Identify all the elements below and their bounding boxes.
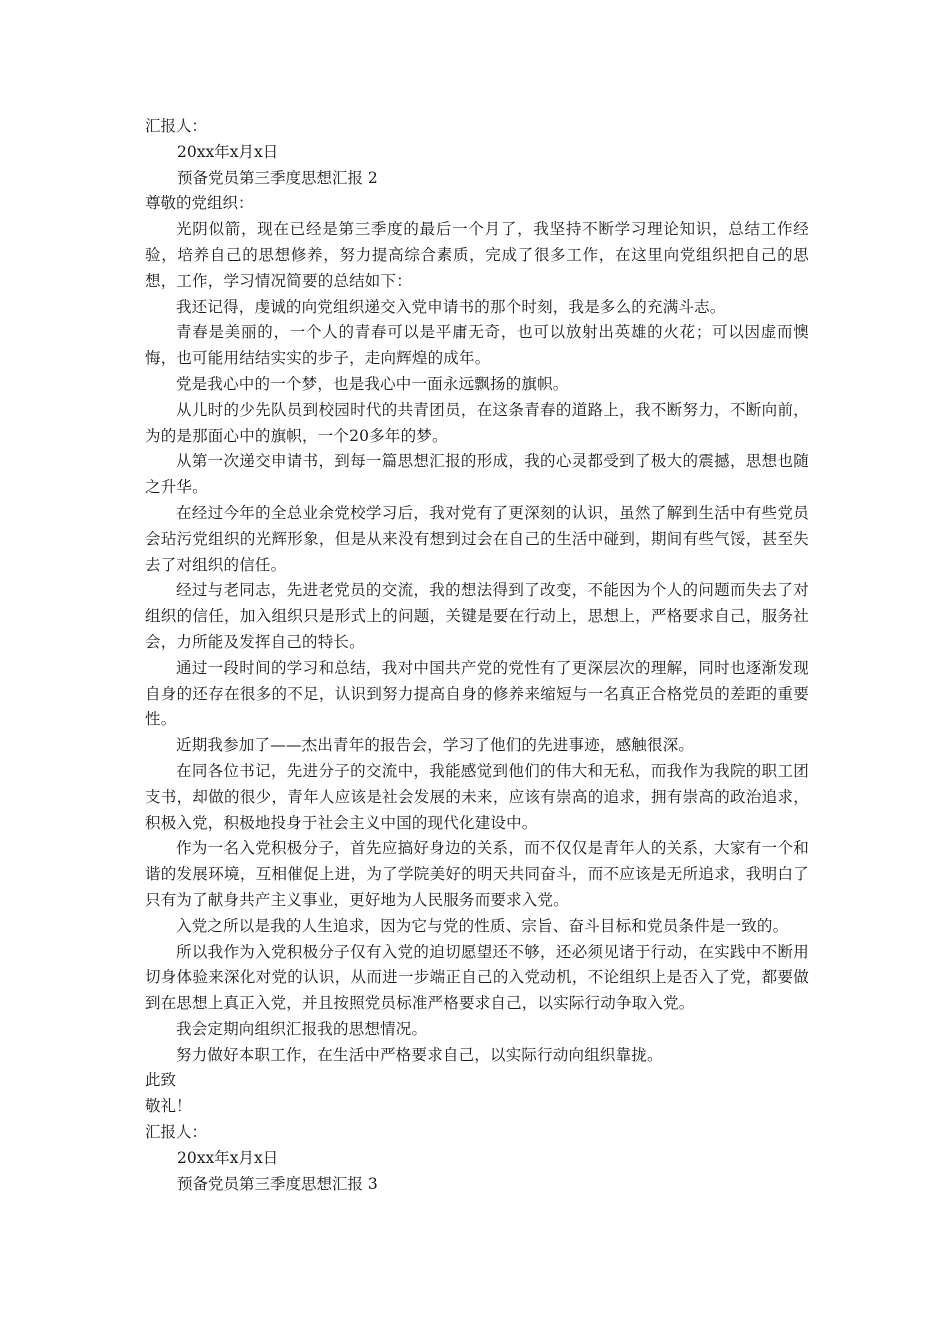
body-paragraph: 我还记得，虔诚的向党组织递交入党申请书的那个时刻，我是多么的充满斗志。 xyxy=(176,297,726,316)
report-date: 20xx年x月x日 xyxy=(177,1148,279,1167)
body-paragraph: 近期我参加了——杰出青年的报告会，学习了他们的先进事迹，感触很深。 xyxy=(176,736,695,755)
body-paragraph: 入党之所以是我的人生追求，因为它与党的性质、宗旨、奋斗目标和党员条件是一致的。 xyxy=(176,916,789,935)
reporter-label: 汇报人： xyxy=(145,1123,208,1142)
body-paragraph: 作为一名入党积极分子，首先应搞好身边的关系，而不仅仅是青年人的关系，大家有一个和谐的发展环境，互相催促上进，为了学院美好的明天共同奋斗，而不应该是无所追求，我明白了只有为了献身共产主义事业，更好地为人民服务而要求入党。 xyxy=(145,839,809,909)
body-paragraph: 通过一段时间的学习和总结，我对中国共产党的党性有了更深层次的理解，同时也逐渐发现自身的还存在很多的不足，认识到努力提高自身的修养来缩短与一名真正合格党员的差距的重要性。 xyxy=(145,658,809,729)
closing-line: 此致 xyxy=(145,1071,177,1090)
body-paragraph: 光阴似箭，现在已经是第三季度的最后一个月了，我坚持不断学习理论知识，总结工作经验，培养自己的思想修养，努力提高综合素质，完成了很多工作，在这里向党组织把自己的思想，工作，学习情况简要的总结如下： xyxy=(145,220,809,290)
body-paragraph: 经过与老同志，先进老党员的交流，我的想法得到了改变，不能因为个人的问题而失去了对组织的信任，加入组织只是形式上的问题，关键是要在行动上，思想上，严格要求自己，服务社会，力所能及发挥自己的特长。 xyxy=(145,581,809,651)
body-paragraph: 从第一次递交申请书，到每一篇思想汇报的形成，我的心灵都受到了极大的震撼，思想也随之升华。 xyxy=(145,452,809,497)
body-paragraph: 青春是美丽的，一个人的青春可以是平庸无奇，也可以放射出英雄的火花；可以因虚而懊悔，也可能用结结实实的步子，走向辉煌的成年。 xyxy=(145,323,809,368)
body-paragraph: 党是我心中的一个梦，也是我心中一面永远飘扬的旗帜。 xyxy=(176,374,569,393)
salutation: 尊敬的党组织： xyxy=(145,194,254,213)
closing-salute: 敬礼！ xyxy=(145,1097,192,1116)
section-title: 预备党员第三季度思想汇报 3 xyxy=(177,1174,378,1193)
body-paragraph: 我会定期向组织汇报我的思想情况。 xyxy=(176,1019,428,1038)
body-paragraph: 所以我作为入党积极分子仅有入党的迫切愿望还不够，还必须见诸于行动，在实践中不断用切身体验来深化对党的认识，从而进一步端正自己的入党动机，不论组织上是否入了党，都要做到在思想上真正入党，并且按照党员标准严格要求自己，以实际行动争取入党。 xyxy=(145,942,809,1013)
report-date: 20xx年x月x日 xyxy=(177,142,279,161)
document-page xyxy=(145,114,809,1197)
section-title: 预备党员第三季度思想汇报 2 xyxy=(177,168,378,187)
body-paragraph: 在同各位书记，先进分子的交流中，我能感觉到他们的伟大和无私，而我作为我院的职工团支书，却做的很少，青年人应该是社会发展的未来，应该有崇高的追求，拥有崇高的政治追求，积极入党，积极地投身于社会主义中国的现代化建设中。 xyxy=(145,761,809,832)
body-paragraph: 从儿时的少先队员到校园时代的共青团员，在这条青春的道路上，我不断努力，不断向前，为的是那面心中的旗帜，一个20多年的梦。 xyxy=(145,400,809,445)
body-paragraph: 在经过今年的全总业余党校学习后，我对党有了更深刻的认识，虽然了解到生活中有些党员会玷污党组织的光辉形象，但是从来没有想到过会在自己的生活中碰到，期间有些气馁，甚至失去了对组织的信任。 xyxy=(145,503,809,574)
body-paragraph: 努力做好本职工作，在生活中严格要求自己，以实际行动向组织靠拢。 xyxy=(176,1045,663,1064)
reporter-label: 汇报人： xyxy=(145,117,208,135)
